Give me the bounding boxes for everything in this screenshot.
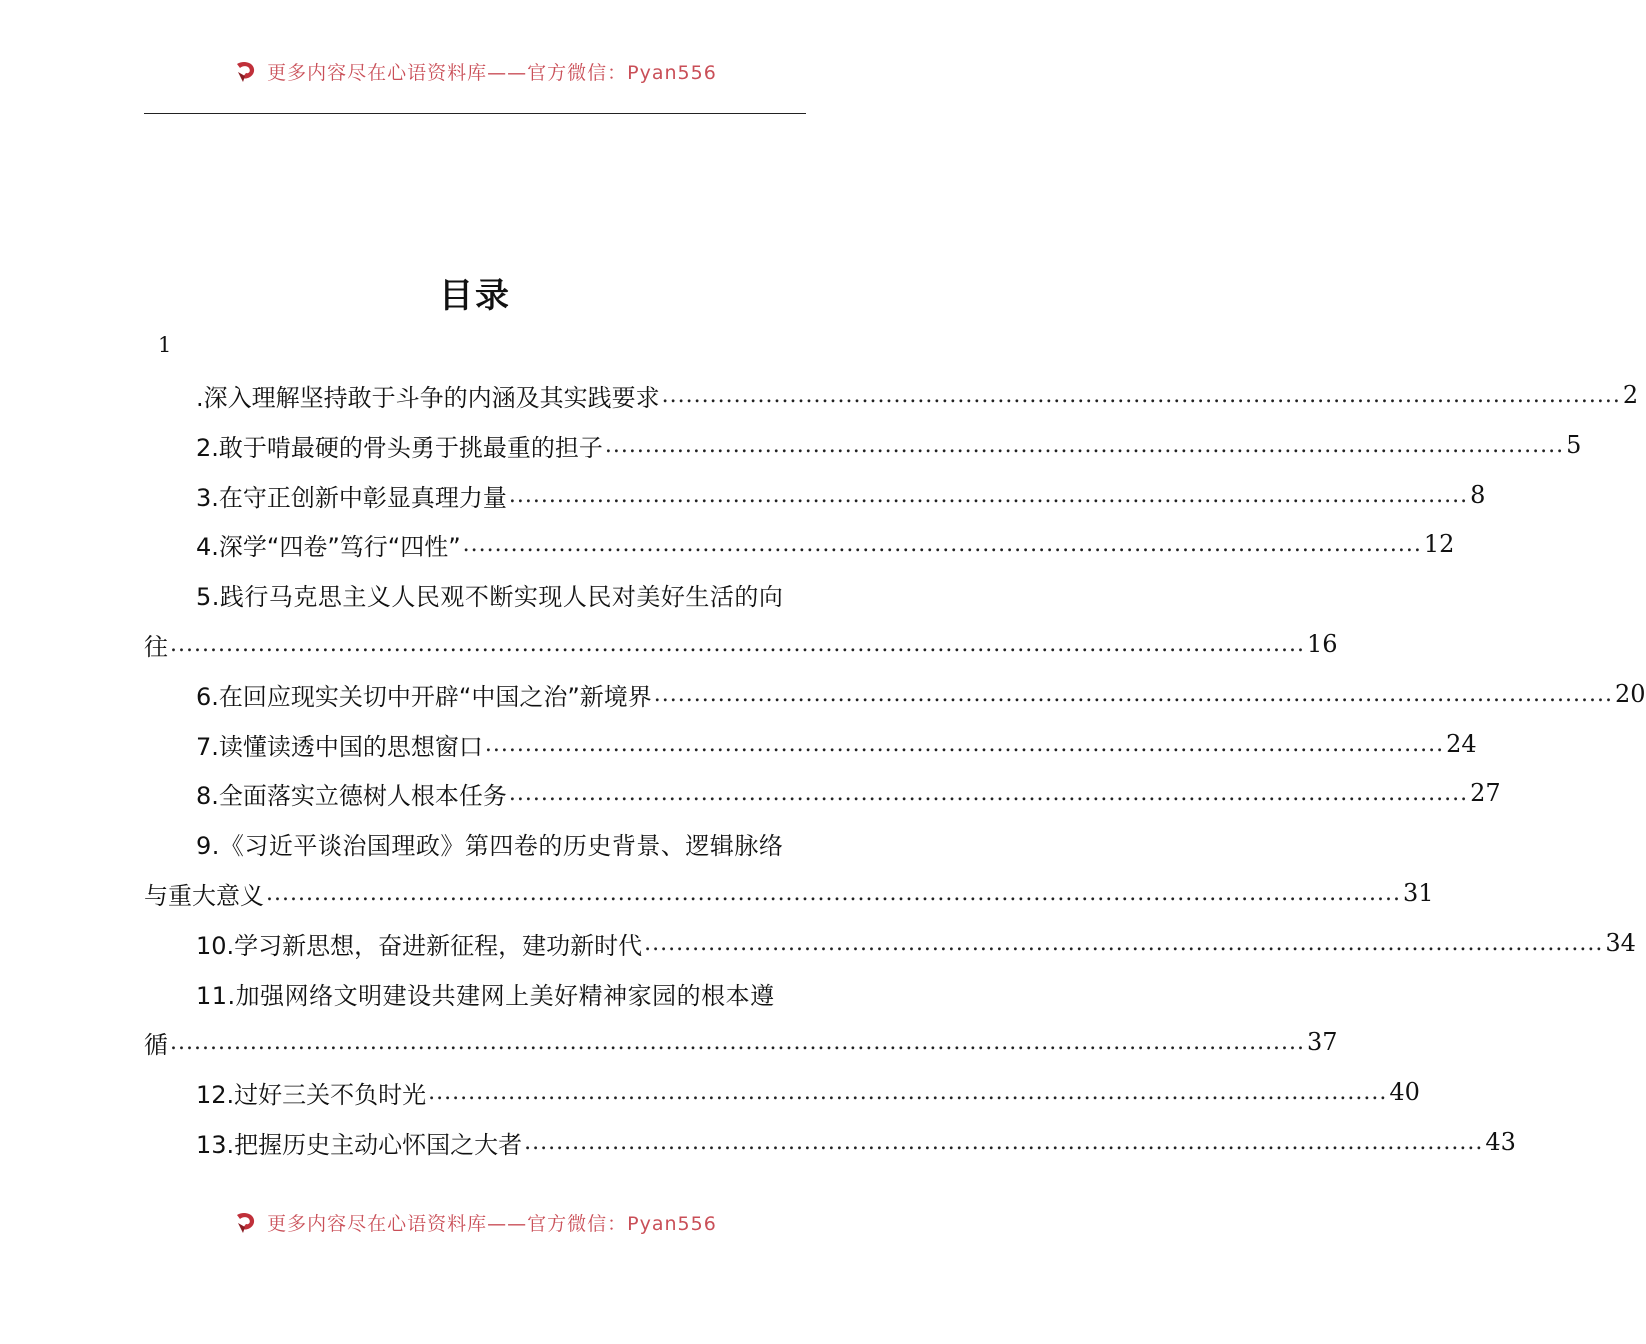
toc-entry-page: 2 (1622, 381, 1639, 409)
toc-entry-title: 5.践行马克思主义人民观不断实现人民对美好生活的向 (196, 582, 784, 611)
section-number: 1 (158, 333, 172, 357)
toc-entry-title: 11.加强网络文明建设共建网上美好精神家园的根本遵 (196, 981, 775, 1010)
toc-entry-title: 10.学习新思想，奋进新征程，建功新时代 (196, 931, 643, 960)
toc-entry[interactable] (144, 768, 1501, 818)
header-divider (144, 113, 806, 114)
watermark-text: 更多内容尽在心语资料库——官方微信：Pyan556 (267, 1212, 717, 1235)
toc-entry-page: 8 (1470, 481, 1486, 509)
toc-entry-page: 34 (1605, 929, 1636, 957)
toc-entry[interactable] (144, 470, 1486, 520)
toc-entry[interactable] (144, 918, 1636, 968)
toc-leader-dots: ........................................................................................................................ (484, 731, 1445, 757)
brand-logo-icon (233, 1209, 259, 1235)
toc-entry-page: 24 (1446, 730, 1477, 758)
page-title: 目录 (439, 276, 511, 316)
toc-entry-title: 12.过好三关不负时光 (196, 1080, 427, 1109)
toc-entry-title: 8.全面落实立德树人根本任务 (196, 781, 507, 810)
toc-entry-line2[interactable] (144, 619, 1338, 669)
toc-entry-title: 7.读懂读透中国的思想窗口 (196, 732, 483, 761)
toc-entry-line1[interactable] (144, 569, 806, 619)
toc-entry-page: 43 (1485, 1128, 1516, 1156)
toc-entry-page: 37 (1307, 1028, 1338, 1056)
toc-entry[interactable] (144, 1067, 1420, 1117)
toc-entry[interactable] (144, 719, 1477, 769)
toc-entry-line1[interactable] (144, 818, 806, 868)
toc-leader-dots: .............................................................................................................................................. (170, 1029, 1306, 1055)
toc-leader-dots: ........................................................................................................................ (661, 382, 1621, 408)
toc-entry-title: 2.敢于啃最硬的骨头勇于挑最重的担子 (196, 433, 603, 462)
toc-entry[interactable] (144, 519, 1455, 569)
toc-leader-dots: ........................................................................................................................ (508, 780, 1469, 806)
brand-logo-icon (233, 58, 259, 84)
toc-entry[interactable] (144, 669, 1646, 719)
watermark-text: 更多内容尽在心语资料库——官方微信：Pyan556 (267, 61, 717, 84)
toc-entry-title-cont: 循 (144, 1030, 168, 1059)
toc-entry-title-cont: 往 (144, 632, 168, 661)
toc-entry[interactable] (144, 1117, 1516, 1167)
toc-leader-dots: ........................................................................................................................ (428, 1079, 1388, 1105)
header-watermark (0, 56, 950, 86)
toc-entry-title: 4.深学“四卷”笃行“四性” (196, 532, 461, 561)
toc-leader-dots: .............................................................................................................................................. (266, 880, 1402, 906)
toc-entry-page: 40 (1389, 1078, 1420, 1106)
toc-leader-dots: .............................................................................................................................................. (170, 631, 1306, 657)
toc-leader-dots: ........................................................................................................................ (604, 432, 1565, 458)
toc-entry-line1[interactable] (144, 968, 806, 1018)
toc-entry-page: 5 (1566, 431, 1582, 459)
toc-entry-page: 31 (1403, 879, 1434, 907)
toc-entry-page: 20 (1614, 680, 1646, 708)
toc-leader-dots: ........................................................................................................................ (462, 531, 1422, 557)
toc-entry-page: 27 (1470, 779, 1501, 807)
toc-leader-dots: ........................................................................................................................ (524, 1129, 1484, 1155)
toc-leader-dots: ........................................................................................................................ (508, 482, 1469, 508)
toc-entry-title-cont: 与重大意义 (144, 881, 264, 910)
footer-watermark (0, 1207, 950, 1237)
toc-entry[interactable] (144, 370, 1639, 420)
toc-entry-line2[interactable] (144, 868, 1434, 918)
toc-entry-line2[interactable] (144, 1017, 1338, 1067)
toc-leader-dots: ........................................................................................................................ (644, 930, 1604, 956)
toc-entry[interactable] (144, 420, 1582, 470)
toc-entry-title: .深入理解坚持敢于斗争的内涵及其实践要求 (196, 383, 660, 412)
toc-entry-page: 16 (1307, 630, 1338, 658)
toc-entry-title: 9.《习近平谈治国理政》第四卷的历史背景、逻辑脉络 (196, 831, 784, 860)
toc-entry-title: 13.把握历史主动心怀国之大者 (196, 1130, 523, 1159)
toc-entry-title: 6.在回应现实关切中开辟“中国之治”新境界 (196, 682, 652, 711)
toc-leader-dots: ........................................................................................................................ (653, 681, 1613, 707)
toc-entry-title: 3.在守正创新中彰显真理力量 (196, 483, 507, 512)
toc-entry-page: 12 (1423, 530, 1455, 558)
